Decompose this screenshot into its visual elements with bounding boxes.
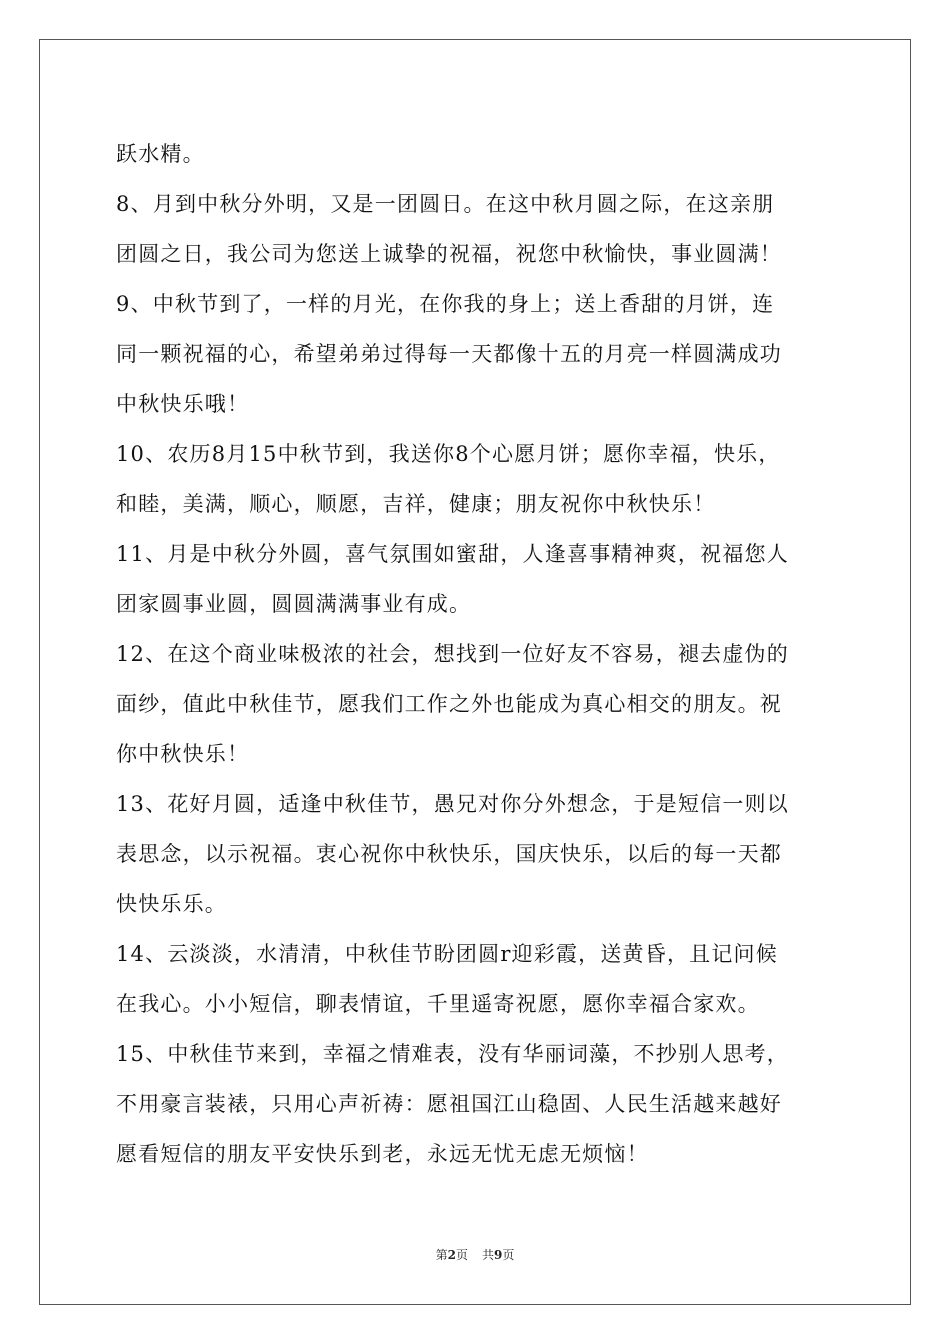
page-number: 2 xyxy=(447,1248,456,1262)
text-line: 15、中秋佳节来到，幸福之情难表，没有华丽词藻，不抄别人思考， xyxy=(116,1042,789,1066)
text-line: 团圆之日，我公司为您送上诚挚的祝福，祝您中秋愉快，事业圆满！ xyxy=(116,242,782,266)
text-line: 同一颗祝福的心，希望弟弟过得每一天都像十五的月亮一样圆满成功 xyxy=(116,342,782,366)
text-line: 快快乐乐。 xyxy=(116,892,227,916)
text-line: 面纱，值此中秋佳节，愿我们工作之外也能成为真心相交的朋友。祝 xyxy=(116,692,782,716)
text-line: 在我心。小小短信，聊表情谊，千里遥寄祝愿，愿你幸福合家欢。 xyxy=(116,992,760,1016)
text-line: 团家圆事业圆，圆圆满满事业有成。 xyxy=(116,592,472,616)
page-footer xyxy=(0,1247,950,1263)
text-line: 和睦，美满，顺心，顺愿，吉祥，健康；朋友祝你中秋快乐！ xyxy=(116,492,716,516)
document-body xyxy=(116,129,856,1179)
text-line: 11、月是中秋分外圆，喜气氛围如蜜甜，人逢喜事精神爽，祝福您人 xyxy=(116,542,789,566)
page-suffix: 页 xyxy=(455,1248,468,1262)
total-suffix: 页 xyxy=(502,1248,515,1262)
text-line: 愿看短信的朋友平安快乐到老，永远无忧无虑无烦恼！ xyxy=(116,1142,649,1166)
text-line: 14、云淡淡，水清清，中秋佳节盼团圆r迎彩霞，送黄昏，且记问候 xyxy=(116,942,778,966)
text-line: 12、在这个商业味极浓的社会，想找到一位好友不容易，褪去虚伪的 xyxy=(116,642,789,666)
text-line: 中秋快乐哦！ xyxy=(116,392,250,416)
text-line: 10、农历8月15中秋节到，我送你8个心愿月饼；愿你幸福，快乐， xyxy=(116,442,781,466)
text-line: 表思念，以示祝福。衷心祝你中秋快乐，国庆快乐，以后的每一天都 xyxy=(116,842,782,866)
text-line: 9、中秋节到了，一样的月光，在你我的身上；送上香甜的月饼，连 xyxy=(116,292,775,316)
text-line: 不用豪言装裱，只用心声祈祷：愿祖国江山稳固、人民生活越来越好 xyxy=(116,1092,782,1116)
text-line: 13、花好月圆，适逢中秋佳节，愚兄对你分外想念，于是短信一则以 xyxy=(116,792,789,816)
total-pages: 9 xyxy=(494,1248,503,1262)
total-prefix: 共 xyxy=(482,1248,495,1262)
text-line: 你中秋快乐！ xyxy=(116,742,250,766)
page-prefix: 第 xyxy=(435,1248,448,1262)
text-line: 跃水精。 xyxy=(116,142,205,166)
text-line: 8、月到中秋分外明，又是一团圆日。在这中秋月圆之际，在这亲朋 xyxy=(116,192,775,216)
